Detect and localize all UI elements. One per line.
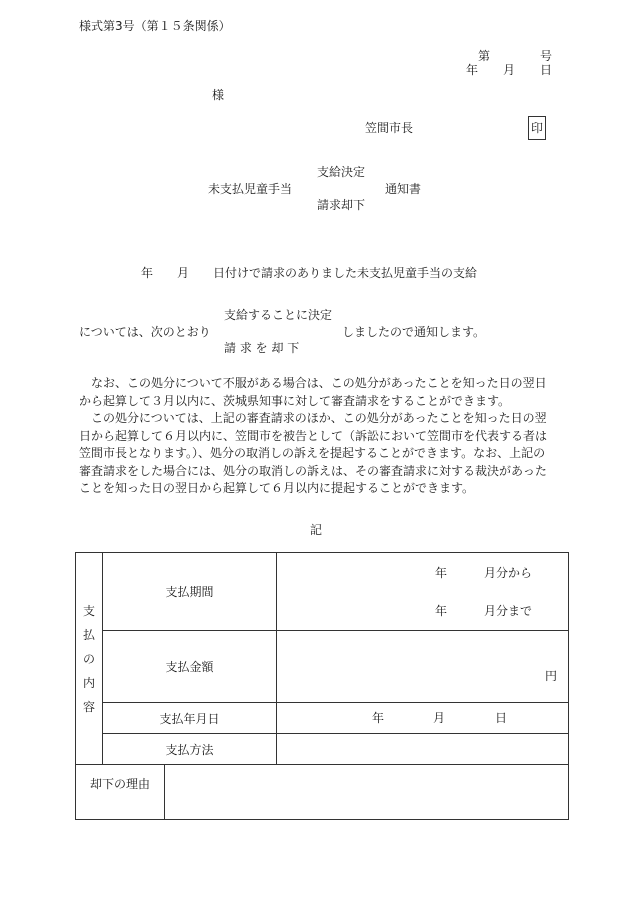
doc-number-prefix: 第 bbox=[478, 49, 491, 63]
payment-date-label: 支払年月日 bbox=[103, 703, 277, 734]
title-prefix: 未支払児童手当 bbox=[208, 182, 293, 196]
date-month: 月 bbox=[503, 63, 516, 77]
payment-date-field[interactable] bbox=[277, 703, 569, 734]
payment-content-group-label: 支 払 の 内 容 bbox=[76, 553, 103, 765]
date-day: 日 bbox=[540, 63, 553, 77]
payment-period-label: 支払期間 bbox=[103, 553, 277, 631]
amount-unit: 円 bbox=[545, 669, 558, 683]
payment-amount-label: 支払金額 bbox=[103, 631, 277, 703]
appeal-notice bbox=[79, 375, 551, 498]
seal-box: 印 bbox=[528, 116, 546, 140]
request-month: 月 bbox=[177, 266, 190, 280]
payment-method-label: 支払方法 bbox=[103, 734, 277, 765]
period-to-month: 月分まで bbox=[484, 604, 533, 618]
decision-option-reject: 請 求 を 却 下 bbox=[224, 341, 300, 355]
reject-reason-label: 却下の理由 bbox=[76, 765, 165, 820]
decision-option-grant: 支給することに決定 bbox=[224, 308, 333, 322]
period-from-month: 月分から bbox=[484, 566, 533, 580]
pay-date-day: 日 bbox=[495, 711, 508, 725]
period-from-year: 年 bbox=[435, 566, 448, 580]
date-year: 年 bbox=[466, 63, 479, 77]
pay-date-month: 月 bbox=[433, 711, 446, 725]
request-text: 日付けで請求のありました未支払児童手当の支給 bbox=[213, 266, 478, 280]
notice-paragraph: なお、この処分について不服がある場合は、この処分があったことを知った日の翌日から起算して３月以内に、茨城県知事に対して審査請求をすることができます。 bbox=[79, 376, 547, 408]
pay-date-year: 年 bbox=[372, 711, 385, 725]
form-number: 様式第3号（第１５条関係） bbox=[79, 19, 231, 33]
period-to-year: 年 bbox=[435, 604, 448, 618]
request-year: 年 bbox=[141, 266, 154, 280]
title-suffix: 通知書 bbox=[385, 182, 422, 196]
payment-details-table bbox=[75, 552, 569, 820]
doc-number-suffix: 号 bbox=[540, 49, 553, 63]
notice-paragraph: この処分については、上記の審査請求のほか、この処分があったことを知った日の翌日から起算して６月以内に、笠間市を被告として（訴訟において笠間市を代表する者は笠間市長となります。）、処分の取消しの訴えを提起することができます。なお、上記の審査請求をした場合には、処分の取消しの訴えは、その審査請求に対する裁決があったことを知った日の翌日から起算して６月以内に提起することができます。 bbox=[79, 411, 548, 495]
addressee-suffix: 様 bbox=[212, 88, 225, 102]
payment-period-field[interactable] bbox=[277, 553, 569, 631]
ki-heading: 記 bbox=[310, 523, 323, 537]
reject-reason-field[interactable] bbox=[165, 765, 569, 820]
payment-method-field[interactable] bbox=[277, 734, 569, 765]
issuer-name: 笠間市長 bbox=[365, 121, 414, 135]
decision-tail: しましたので通知します。 bbox=[342, 325, 486, 339]
title-option-grant: 支給決定 bbox=[317, 165, 366, 179]
payment-amount-field[interactable] bbox=[277, 631, 569, 703]
decision-lead: については、次のとおり bbox=[79, 325, 211, 339]
title-option-reject: 請求却下 bbox=[317, 198, 366, 212]
